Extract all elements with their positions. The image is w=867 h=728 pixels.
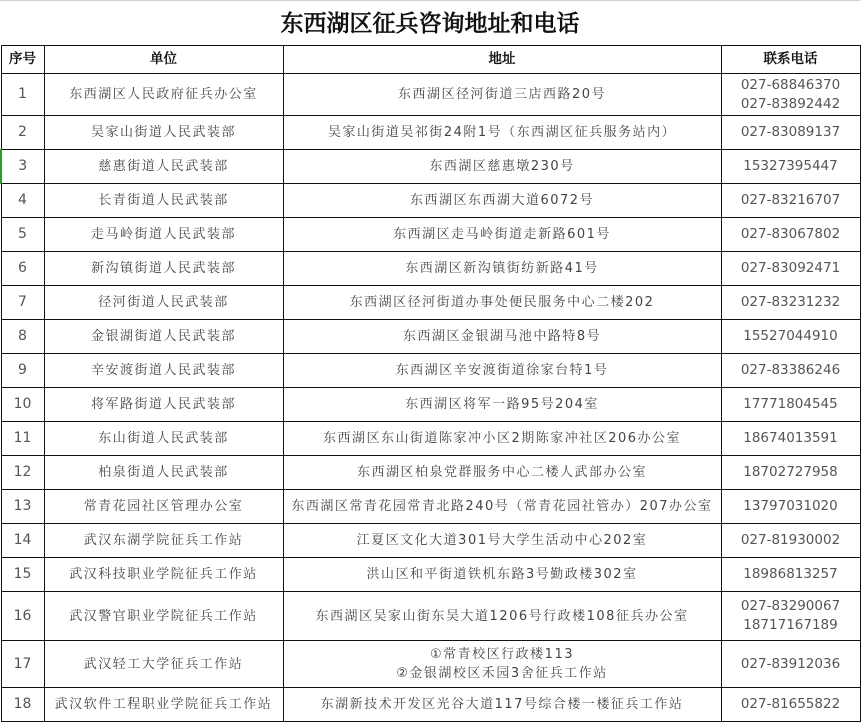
table-row [1, 558, 860, 592]
table-row [1, 592, 860, 641]
cell-unit[interactable]: 金银湖街道人民武装部 [44, 320, 283, 354]
cell-phone[interactable] [721, 490, 860, 524]
cell-address-line: 东西湖区将军一路95号204室 [405, 397, 599, 412]
cell-address-line: 东西湖区东山街道陈家冲小区2期陈家冲社区206办公室 [322, 431, 682, 446]
cell-phone-line: 13797031020 [743, 498, 838, 514]
table-row [1, 252, 860, 286]
cell-index[interactable]: 8 [1, 320, 44, 354]
cell-index[interactable]: 11 [1, 422, 44, 456]
cell-phone-line: 17771804545 [743, 396, 838, 412]
header-address[interactable]: 地址 [283, 46, 721, 74]
table-row [1, 688, 860, 722]
cell-address-line: 东西湖区辛安渡街道徐家台特1号 [395, 363, 609, 378]
cell-phone-line: 027-83912036 [740, 655, 841, 672]
cell-address-line: 吴家山街道吴祁街24附1号（东西湖区征兵服务站内） [327, 125, 677, 140]
cell-address-line: 东西湖区常青花园常青北路240号（常青花园社管办）207办公室 [291, 499, 713, 514]
table-header-row [1, 46, 860, 74]
cell-phone[interactable] [721, 286, 860, 320]
cell-unit[interactable]: 吴家山街道人民武装部 [44, 116, 283, 150]
cell-phone-line: 027-83089137 [740, 124, 841, 140]
cell-address[interactable] [283, 641, 721, 688]
cell-phone[interactable] [721, 422, 860, 456]
table-row [1, 184, 860, 218]
cell-phone[interactable] [721, 388, 860, 422]
cell-address[interactable] [283, 116, 721, 150]
cell-index[interactable]: 17 [1, 641, 44, 688]
cell-address[interactable] [283, 150, 721, 184]
table-row [1, 116, 860, 150]
cell-index[interactable]: 14 [1, 524, 44, 558]
cell-phone-line: 027-68846370 [740, 76, 841, 93]
cell-phone-line: 027-81655822 [740, 696, 841, 712]
cell-phone-line: 15527044910 [743, 328, 838, 344]
cell-unit[interactable]: 长青街道人民武装部 [44, 184, 283, 218]
cell-address-line: 江夏区文化大道301号大学生活动中心202室 [356, 533, 648, 548]
cell-unit[interactable]: 武汉轻工大学征兵工作站 [44, 641, 283, 688]
cell-phone-line: 027-83892442 [740, 95, 841, 112]
cell-phone-line: 027-81930002 [740, 532, 841, 548]
cell-phone[interactable] [721, 592, 860, 641]
cell-address[interactable] [283, 286, 721, 320]
cell-phone-line: 15327395447 [743, 158, 838, 174]
cell-unit[interactable]: 东山街道人民武装部 [44, 422, 283, 456]
cell-index[interactable]: 18 [1, 688, 44, 722]
header-unit[interactable]: 单位 [44, 46, 283, 74]
cell-index[interactable]: 16 [1, 592, 44, 641]
cell-phone[interactable] [721, 252, 860, 286]
cell-address-line: 东西湖区柏泉党群服务中心二楼人武部办公室 [356, 465, 647, 480]
table-row [1, 218, 860, 252]
cell-address-line: 东西湖区慈惠墩230号 [429, 159, 575, 174]
table-row [1, 456, 860, 490]
cell-index[interactable]: 5 [1, 218, 44, 252]
cell-address-line: 东西湖区走马岭街道走新路601号 [393, 227, 611, 242]
table-row [1, 320, 860, 354]
cell-unit[interactable]: 武汉东湖学院征兵工作站 [44, 524, 283, 558]
table-row [1, 74, 860, 116]
cell-address[interactable] [283, 218, 721, 252]
cell-address[interactable] [283, 524, 721, 558]
cell-address[interactable] [283, 74, 721, 116]
cell-unit[interactable]: 东西湖区人民政府征兵办公室 [44, 74, 283, 116]
cell-phone-line: 027-83216707 [740, 192, 841, 208]
cell-phone-line: 027-83386246 [740, 362, 841, 378]
cell-phone[interactable] [721, 688, 860, 722]
cell-phone[interactable] [721, 116, 860, 150]
cell-address[interactable] [283, 184, 721, 218]
cell-phone[interactable] [721, 150, 860, 184]
cell-address-line: 东西湖区径河街道办事处便民服务中心二楼202 [349, 295, 655, 310]
cell-index[interactable]: 9 [1, 354, 44, 388]
cell-phone[interactable] [721, 184, 860, 218]
cell-index[interactable]: 15 [1, 558, 44, 592]
cell-address-line: 东湖新技术开发区光谷大道117号综合楼一楼征兵工作站 [320, 697, 684, 712]
table-row [1, 354, 860, 388]
table-row [1, 490, 860, 524]
cell-phone[interactable] [721, 456, 860, 490]
cell-unit[interactable]: 辛安渡街道人民武装部 [44, 354, 283, 388]
cell-phone-line: 027-83067802 [740, 226, 841, 242]
cell-index[interactable]: 12 [1, 456, 44, 490]
cell-phone-line: 027-83092471 [740, 260, 841, 276]
cell-index[interactable]: 2 [1, 116, 44, 150]
cell-index[interactable]: 7 [1, 286, 44, 320]
cell-address[interactable] [283, 688, 721, 722]
table-row [1, 150, 860, 184]
cell-index[interactable]: 13 [1, 490, 44, 524]
cell-index[interactable]: 3 [1, 150, 44, 184]
cell-unit[interactable]: 武汉警官职业学院征兵工作站 [44, 592, 283, 641]
table-row [1, 388, 860, 422]
cell-address-line: 东西湖区吴家山街东吴大道1206号行政楼108征兵办公室 [315, 608, 689, 624]
table-row [1, 524, 860, 558]
cell-unit[interactable]: 将军路街道人民武装部 [44, 388, 283, 422]
recruitment-contact-table [0, 45, 861, 722]
cell-address[interactable] [283, 320, 721, 354]
cell-phone[interactable] [721, 74, 860, 116]
cell-phone-line: 18674013591 [743, 430, 838, 446]
cell-address-line: 东西湖区径河街道三店西路20号 [397, 87, 607, 102]
cell-unit[interactable]: 新沟镇街道人民武装部 [44, 252, 283, 286]
cell-address[interactable] [283, 422, 721, 456]
cell-phone-line: 18986813257 [743, 566, 838, 582]
cell-phone[interactable] [721, 558, 860, 592]
cell-address-line: 东西湖区新沟镇街纺新路41号 [405, 261, 599, 276]
cell-address[interactable] [283, 354, 721, 388]
table-row [1, 422, 860, 456]
cell-index[interactable]: 1 [1, 74, 44, 116]
cell-address[interactable] [283, 252, 721, 286]
table-row [1, 641, 860, 688]
header-index[interactable]: 序号 [1, 46, 44, 74]
cell-address[interactable] [283, 456, 721, 490]
cell-unit[interactable]: 常青花园社区管理办公室 [44, 490, 283, 524]
cell-unit[interactable]: 慈惠街道人民武装部 [44, 150, 283, 184]
cell-unit[interactable]: 武汉科技职业学院征兵工作站 [44, 558, 283, 592]
cell-address[interactable] [283, 558, 721, 592]
cell-unit[interactable]: 武汉软件工程职业学院征兵工作站 [44, 688, 283, 722]
cell-phone[interactable] [721, 524, 860, 558]
cell-address[interactable] [283, 592, 721, 641]
cell-address-line: ②金银湖校区禾园3舍征兵工作站 [396, 666, 608, 681]
cell-address-line: 洪山区和平街道铁机东路3号勤政楼302室 [366, 567, 638, 582]
cell-phone-line: 18717167189 [743, 617, 838, 633]
cell-phone[interactable] [721, 354, 860, 388]
cell-address-line: 东西湖区东西湖大道6072号 [409, 193, 595, 208]
table-row [1, 286, 860, 320]
cell-phone-line: 027-83231232 [740, 294, 841, 310]
cell-phone-line: 18702727958 [743, 464, 838, 480]
cell-phone-line: 027-83290067 [740, 598, 841, 614]
cell-phone[interactable] [721, 641, 860, 688]
header-phone[interactable]: 联系电话 [721, 46, 860, 74]
cell-phone[interactable] [721, 218, 860, 252]
cell-phone[interactable] [721, 320, 860, 354]
cell-address-line: 东西湖区金银湖马池中路特8号 [402, 329, 602, 344]
cell-address[interactable] [283, 490, 721, 524]
cell-index[interactable]: 10 [1, 388, 44, 422]
page-title: 东西湖区征兵咨询地址和电话 [0, 0, 860, 45]
cell-index[interactable]: 6 [1, 252, 44, 286]
cell-unit[interactable]: 柏泉街道人民武装部 [44, 456, 283, 490]
cell-unit[interactable]: 径河街道人民武装部 [44, 286, 283, 320]
cell-address[interactable] [283, 388, 721, 422]
cell-index[interactable]: 4 [1, 184, 44, 218]
cell-unit[interactable]: 走马岭街道人民武装部 [44, 218, 283, 252]
cell-address-line: ①常青校区行政楼113 [430, 647, 574, 662]
